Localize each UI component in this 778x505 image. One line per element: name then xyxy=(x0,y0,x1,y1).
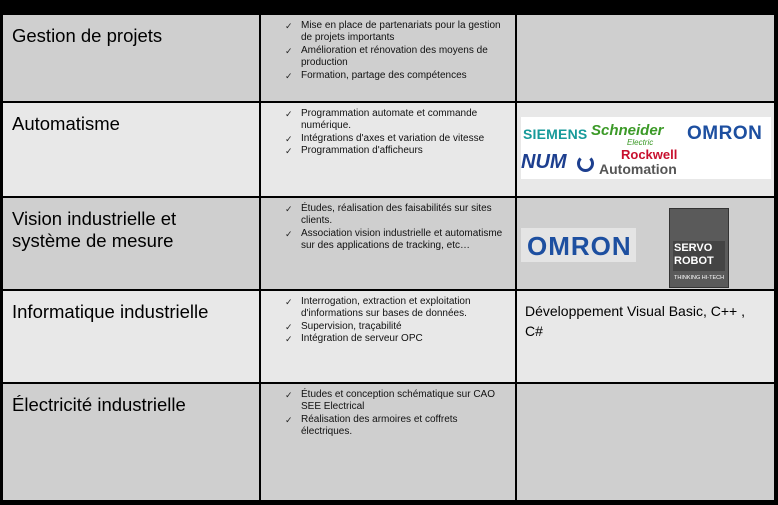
bullet-item: ✓ Études, réalisation des faisabilités sur sites clients. xyxy=(285,203,492,227)
bullet-list xyxy=(285,296,509,346)
servo-robot-logo xyxy=(669,208,729,288)
rockwell-logo-sub: Automation xyxy=(599,161,677,177)
check-icon: ✓ xyxy=(285,133,293,144)
bullet-item: ✓ Amélioration et rénovation des moyens de production xyxy=(285,44,488,69)
check-icon: ✓ xyxy=(285,70,293,81)
row-title-cell xyxy=(3,103,259,196)
check-icon: ✓ xyxy=(285,45,293,56)
servo-robot-tagline: THINKING HI-TECH xyxy=(674,275,725,281)
row-title-cell xyxy=(3,291,259,382)
partner-logos-cell xyxy=(517,198,774,289)
num-logo: NUM xyxy=(521,151,567,173)
check-icon: ✓ xyxy=(285,297,293,307)
row-extra-cell xyxy=(517,291,774,382)
check-icon: ✓ xyxy=(285,204,293,214)
row-title: Automatisme xyxy=(12,113,120,134)
omron-logo: OMRON xyxy=(527,231,632,261)
bullet-item: ✓ Mise en place de partenariats pour la gestion de projets importants xyxy=(285,20,501,44)
row-vision-industrielle xyxy=(3,198,774,289)
bullet-item: ✓ Programmation d'afficheurs xyxy=(285,145,423,157)
row-automatisme xyxy=(3,103,774,196)
row-bullets-cell xyxy=(261,291,515,382)
schneider-logo: Schneider xyxy=(591,122,664,139)
header-cell-3 xyxy=(517,3,774,13)
rockwell-logo: Rockwell xyxy=(621,147,678,162)
siemens-logo: SIEMENS xyxy=(523,126,588,142)
bullet-list xyxy=(285,20,509,82)
row-title-cell xyxy=(3,198,259,289)
num-ring-icon xyxy=(577,155,594,172)
bullet-item: ✓ Intégration de serveur OPC xyxy=(285,333,423,345)
check-icon: ✓ xyxy=(285,109,293,119)
bullet-list xyxy=(285,203,509,253)
row-extra-cell xyxy=(517,384,774,500)
row-electricite-industrielle xyxy=(3,384,774,500)
header-cell-1 xyxy=(3,3,259,13)
row-extra-cell xyxy=(517,15,774,101)
bullet-item: ✓ Programmation automate et commande numérique. xyxy=(285,108,478,132)
row-bullets-cell xyxy=(261,15,515,101)
check-icon: ✓ xyxy=(285,414,293,425)
row-title: Électricité industrielle xyxy=(12,394,186,415)
bullet-item: ✓ Études et conception schématique sur CAO SEE Electrical xyxy=(285,389,495,413)
bullet-item: ✓ Formation, partage des compétences xyxy=(285,69,467,81)
bullet-item: ✓ Association vision industrielle et automatisme sur des applications de tracking, etc… xyxy=(285,227,503,252)
bullet-list xyxy=(285,389,509,439)
bullet-item: ✓ Intégrations d'axes et variation de vitesse xyxy=(285,132,485,144)
row-bullets-cell xyxy=(261,198,515,289)
row-gestion-de-projets xyxy=(3,15,774,101)
header-cell-2 xyxy=(261,3,515,13)
servo-robot-line2: ROBOT xyxy=(674,255,714,267)
row-informatique-industrielle xyxy=(3,291,774,382)
bullet-list xyxy=(285,108,509,158)
row-title: Informatique industrielle xyxy=(12,301,209,322)
check-icon: ✓ xyxy=(285,146,293,157)
row-title-cell xyxy=(3,15,259,101)
omron-logo-box xyxy=(521,228,636,262)
row-title: Vision industrielle et système de mesure xyxy=(12,208,177,251)
bullet-item: ✓ Réalisation des armoires et coffrets électriques. xyxy=(285,413,458,438)
omron-logo: OMRON xyxy=(687,123,763,144)
row-title-cell xyxy=(3,384,259,500)
check-icon: ✓ xyxy=(285,21,293,31)
row-title: Gestion de projets xyxy=(12,25,163,46)
check-icon: ✓ xyxy=(285,390,293,400)
bullet-item: ✓ Interrogation, extraction et exploitation d'informations sur bases de données. xyxy=(285,296,471,320)
servo-robot-line1: SERVO xyxy=(674,242,713,254)
check-icon: ✓ xyxy=(285,228,293,239)
row-bullets-cell xyxy=(261,103,515,196)
services-table xyxy=(3,3,774,500)
check-icon: ✓ xyxy=(285,334,293,345)
schneider-logo-sub: Electric xyxy=(627,138,654,147)
partner-logos-cell xyxy=(517,103,774,196)
bullet-item: ✓ Supervision, traçabilité xyxy=(285,320,402,332)
row-bullets-cell xyxy=(261,384,515,500)
automation-partner-logos xyxy=(521,117,771,179)
check-icon: ✓ xyxy=(285,321,293,332)
development-languages: Développement Visual Basic, C++ , C# xyxy=(525,303,745,339)
